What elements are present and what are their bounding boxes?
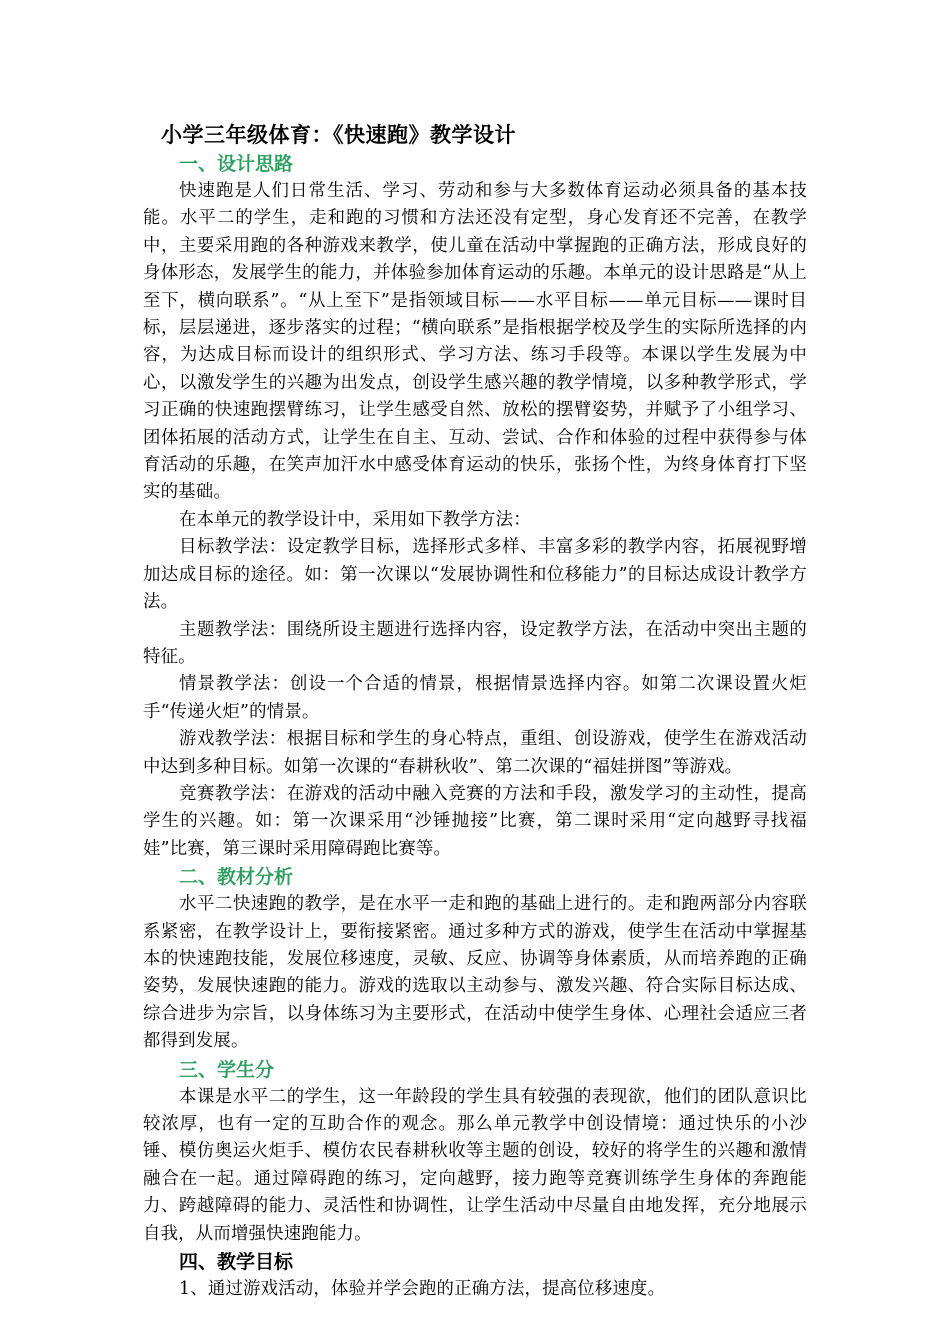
paragraph: 目标教学法：设定教学目标，选择形式多样、丰富多彩的教学内容，拓展视野增加达成目标的途径。如：第一次课以“发展协调性和位移能力”的目标达成设计教学方法。 <box>143 537 807 613</box>
paragraph: 情景教学法：创设一个合适的情景，根据情景选择内容。如第二次课设置火炬手“传递火炬”的情景。 <box>143 674 807 722</box>
section-heading-goals: 四、教学目标 <box>179 1251 294 1274</box>
paragraph: 1、通过游戏活动，体验并学会跑的正确方法，提高位移速度。 <box>179 1279 666 1300</box>
section-heading-design: 一、设计思路 <box>179 153 294 175</box>
paragraph: 在本单元的教学设计中，采用如下教学方法： <box>179 509 531 530</box>
paragraph: 水平二快速跑的教学，是在水平一走和跑的基础上进行的。走和跑两部分内容联系紧密，在教学设计上，要衔接紧密。通过多种方式的游戏，使学生在活动中掌握基本的快速跑技能，发展位移速度，灵敏、反应、协调等身体素质，从而培养跑的正确姿势，发展快速跑的能力。游戏的选取以主动参与、激发兴趣、符合实际目标达成、综合进步为宗旨，以身体练习为主要形式，在活动中使学生身体、心理社会适应三者都得到发展。 <box>143 894 807 1052</box>
paragraph: 游戏教学法：根据目标和学生的身心特点，重组、创设游戏，使学生在游戏活动中达到多种目标。如第一次课的“春耕秋收”、第二次课的“福娃拼图”等游戏。 <box>143 729 807 777</box>
paragraph: 竞赛教学法：在游戏的活动中融入竞赛的方法和手段，激发学习的主动性，提高学生的兴趣。如：第一次课采用“沙锤抛接”比赛，第二课时采用“定向越野寻找福娃”比赛，第三课时采用障碍跑比赛等。 <box>143 783 807 859</box>
paragraph: 本课是水平二的学生，这一年龄段的学生具有较强的表现欲，他们的团队意识比较浓厚，也有一定的互助合作的观念。那么单元教学中创设情境：通过快乐的小沙锤、模仿奥运火炬手、模仿农民春耕秋收等主题的创设，较好的将学生的兴趣和激情融合在一起。通过障碍跑的练习，定向越野，接力跑等竞赛训练学生身体的奔跑能力、跨越障碍的能力、灵活性和协调性，让学生活动中尽量自由地发挥，充分地展示自我，从而增强快速跑能力。 <box>143 1086 807 1244</box>
paragraph: 快速跑是人们日常生活、学习、劳动和参与大多数体育运动必须具备的基本技能。水平二的学生，走和跑的习惯和方法还没有定型，身心发育还不完善，在教学中，主要采用跑的各种游戏来教学，使儿童在活动中掌握跑的正确方法，形成良好的身体形态，发展学生的能力，并体验参加体育运动的乐趣。本单元的设计思路是“从上至下，横向联系”。“从上至下”是指领域目标——水平目标——单元目标——课时目标，层层递进，逐步落实的过程；“横向联系”是指根据学校及学生的实际所选择的内容，为达成目标而设计的组织形式、学习方法、练习手段等。本课以学生发展为中心，以激发学生的兴趣为出发点，创设学生感兴趣的教学情境，以多种教学形式，学习正确的快速跑摆臂练习，让学生感受自然、放松的摆臂姿势，并赋予了小组学习、团体拓展的活动方式，让学生在自主、互动、尝试、合作和体验的过程中获得参与体育活动的乐趣，在笑声加汗水中感受体育运动的快乐，张扬个性，为终身体育打下坚实的基础。 <box>143 181 807 503</box>
document-title: 小学三年级体育：《快速跑》教学设计 <box>161 123 516 147</box>
section-heading-material: 二、教材分析 <box>179 866 294 889</box>
paragraph: 主题教学法：围绕所设主题进行选择内容，设定教学方法，在活动中突出主题的特征。 <box>143 619 807 667</box>
section-heading-students: 三、学生分 <box>179 1058 275 1081</box>
document-page <box>143 120 807 1303</box>
